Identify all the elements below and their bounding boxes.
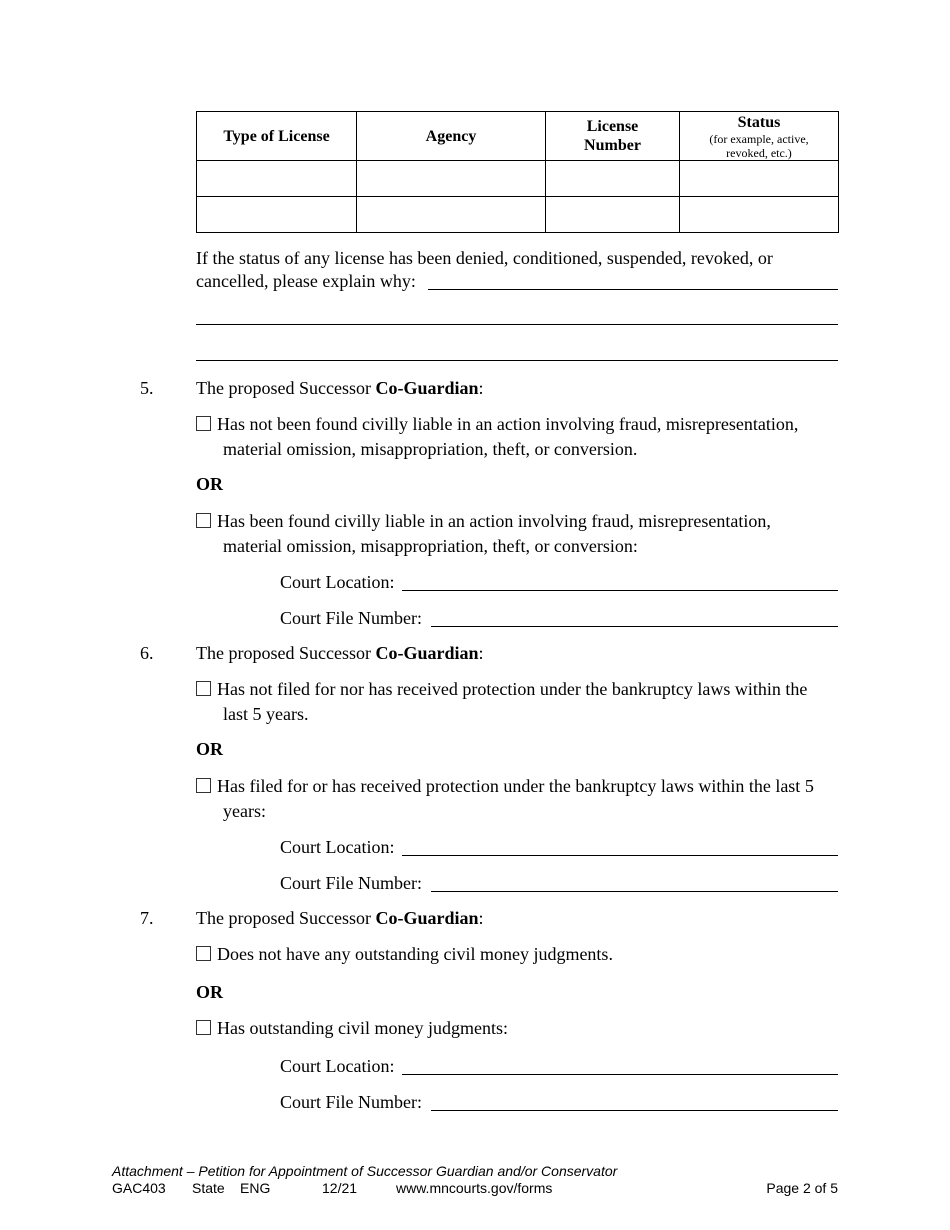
- item-5-court-file-label: Court File Number:: [280, 608, 422, 628]
- footer-url[interactable]: www.mncourts.gov/forms: [396, 1180, 553, 1196]
- explain-answer-line-3[interactable]: [196, 360, 838, 361]
- item-5-option-2-line1: Has been found civilly liable in an action involving fraud, misrepresentation,: [217, 511, 771, 531]
- item-6-option-2-line2: years:: [223, 801, 266, 821]
- footer-state: State: [192, 1180, 225, 1196]
- item-7-option-1: [196, 942, 613, 967]
- header-status-note-line2: revoked, etc.): [726, 145, 792, 160]
- item-7-option-2: [196, 1016, 508, 1041]
- header-type-of-license: Type of License: [197, 112, 357, 161]
- item-6-number: 6.: [140, 643, 154, 663]
- item-5-colon: :: [478, 378, 484, 398]
- item-7-role: Co-Guardian: [375, 908, 479, 928]
- table-row: [197, 161, 839, 197]
- item-5-option-1-line1: Has not been found civilly liable in an action involving fraud, misrepresentation,: [217, 414, 799, 434]
- item-5-court-location-label: Court Location:: [280, 572, 395, 592]
- item-5-option-2-line2: material omission, misappropriation, theft, or conversion:: [223, 536, 638, 556]
- item-7-heading: [196, 906, 484, 930]
- item-6-option-1: [196, 677, 807, 727]
- footer-language: ENG: [240, 1180, 271, 1196]
- item-5-option-1: [196, 412, 798, 462]
- footer-page-number: Page 2 of 5: [766, 1180, 838, 1196]
- header-license-number: [546, 112, 680, 161]
- item-7-or: OR: [196, 982, 223, 1002]
- checkbox[interactable]: [196, 946, 211, 961]
- item-7-option-1-line1: Does not have any outstanding civil money judgments.: [217, 944, 613, 964]
- item-7-colon: :: [478, 908, 484, 928]
- explain-answer-line-2[interactable]: [196, 324, 838, 325]
- item-7-court-location-field[interactable]: [402, 1074, 838, 1075]
- table-cell-input[interactable]: [546, 197, 680, 233]
- header-agency: Agency: [357, 112, 546, 161]
- item-6-intro: The proposed Successor: [196, 643, 371, 663]
- checkbox[interactable]: [196, 416, 211, 431]
- header-status-label: Status: [737, 113, 781, 131]
- item-5-number: 5.: [140, 378, 154, 398]
- explain-line1: If the status of any license has been denied, conditioned, suspended, revoked, or: [196, 248, 773, 268]
- item-7-court-file-field[interactable]: [431, 1110, 838, 1111]
- item-5-court-location-field[interactable]: [402, 590, 838, 591]
- header-status: [680, 112, 839, 161]
- item-6-role: Co-Guardian: [375, 643, 479, 663]
- item-7-intro: The proposed Successor: [196, 908, 371, 928]
- item-5-intro: The proposed Successor: [196, 378, 371, 398]
- item-6-option-2-line1: Has filed for or has received protection under the bankruptcy laws within the last 5: [217, 776, 814, 796]
- header-license-number-line2: Number: [584, 137, 641, 154]
- table-cell-input[interactable]: [546, 161, 680, 197]
- item-6-court-file-field[interactable]: [431, 891, 838, 892]
- item-5-option-1-line2: material omission, misappropriation, theft, or conversion.: [223, 439, 638, 459]
- item-6-heading: [196, 641, 484, 665]
- table-cell-input[interactable]: [357, 197, 546, 233]
- item-7-option-2-line1: Has outstanding civil money judgments:: [217, 1018, 508, 1038]
- item-7-court-location-label: Court Location:: [280, 1056, 395, 1076]
- checkbox[interactable]: [196, 513, 211, 528]
- explain-line2: cancelled, please explain why:: [196, 271, 416, 291]
- item-7-court-file-label: Court File Number:: [280, 1092, 422, 1112]
- table-cell-input[interactable]: [680, 161, 839, 197]
- item-6-court-location-label: Court Location:: [280, 837, 395, 857]
- table-row: [197, 197, 839, 233]
- item-5-option-2: [196, 509, 771, 559]
- item-5-or: OR: [196, 474, 223, 494]
- item-7-number: 7.: [140, 908, 154, 928]
- table-cell-input[interactable]: [357, 161, 546, 197]
- table-cell-input[interactable]: [197, 161, 357, 197]
- item-6-or: OR: [196, 739, 223, 759]
- table-cell-input[interactable]: [680, 197, 839, 233]
- item-6-option-1-line2: last 5 years.: [223, 704, 309, 724]
- checkbox[interactable]: [196, 1020, 211, 1035]
- footer-date: 12/21: [322, 1180, 358, 1196]
- header-license-number-line1: License: [586, 118, 639, 135]
- checkbox[interactable]: [196, 778, 211, 793]
- item-6-option-2: [196, 774, 814, 824]
- item-5-role: Co-Guardian: [375, 378, 479, 398]
- explain-answer-line-1[interactable]: [428, 289, 838, 290]
- license-table-header-row: [197, 112, 839, 161]
- checkbox[interactable]: [196, 681, 211, 696]
- item-5-court-file-field[interactable]: [431, 626, 838, 627]
- table-cell-input[interactable]: [197, 197, 357, 233]
- footer-title: Attachment – Petition for Appointment of Successor Guardian and/or Conservator: [112, 1163, 618, 1179]
- item-6-option-1-line1: Has not filed for nor has received protection under the bankruptcy laws within the: [217, 679, 808, 699]
- license-table: [196, 111, 839, 233]
- item-6-court-file-label: Court File Number:: [280, 873, 422, 893]
- item-6-colon: :: [478, 643, 484, 663]
- item-5-heading: [196, 376, 484, 400]
- header-status-note-line1: (for example, active,: [709, 131, 809, 146]
- item-6-court-location-field[interactable]: [402, 855, 838, 856]
- footer-form-code: GAC403: [112, 1180, 166, 1196]
